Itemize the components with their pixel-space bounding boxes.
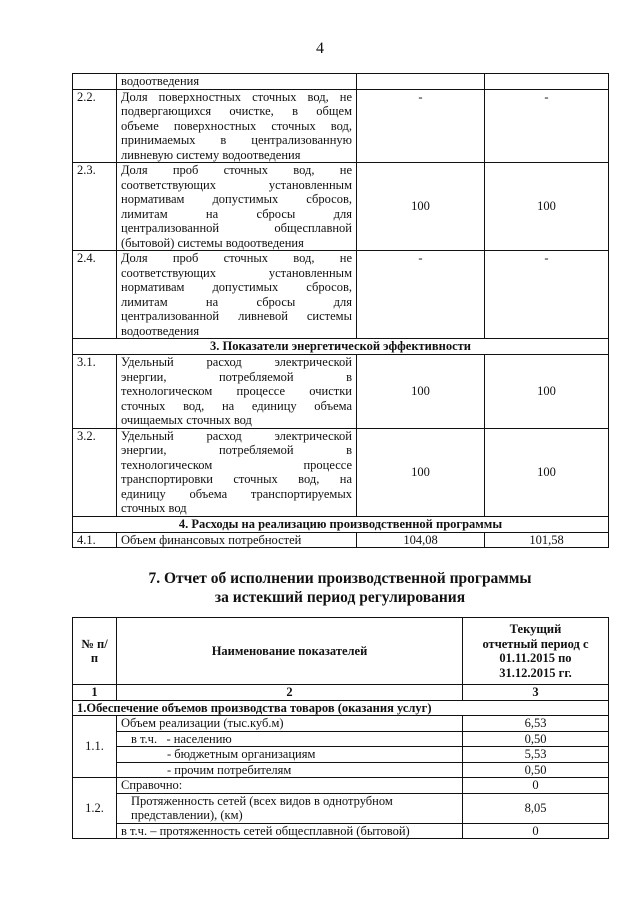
index-row: 1 2 3: [73, 685, 609, 701]
row-number: [73, 74, 117, 90]
table-row: [73, 532, 609, 548]
row-description: Доля поверхностных сточных вод, не подвергающихся очистке, в общем объеме поверхностных сточных вод, принимаемых в централизованную ливневую систему водоотведения: [117, 89, 357, 163]
table-row: [73, 731, 609, 747]
row-number: 3.1.: [73, 355, 117, 429]
table-row: [73, 716, 609, 732]
table-row: [73, 793, 609, 823]
row-label: Протяженность сетей (всех видов в однотрубном представлении), (км): [117, 793, 463, 823]
table-row: [73, 428, 609, 516]
row-label: - прочим потребителям: [117, 762, 463, 778]
section-header: 3. Показатели энергетической эффективности: [73, 339, 609, 355]
value-cell: 5,53: [463, 747, 609, 763]
page-number: 4: [316, 40, 324, 57]
value-cell: 0,50: [463, 762, 609, 778]
value-cell: -: [485, 251, 609, 339]
column-header-name: Наименование показателей: [117, 618, 463, 685]
indicators-table: [72, 73, 609, 548]
table-row: [73, 762, 609, 778]
row-number: 4.1.: [73, 532, 117, 548]
row-description: Объем финансовых потребностей: [117, 532, 357, 548]
value-cell: 6,53: [463, 716, 609, 732]
row-label: в т.ч. - населению: [117, 731, 463, 747]
row-description: Доля проб сточных вод, не соответствующих установленным нормативам допустимых сбросов, лимитам на сбросы для централизованной общесплавной (бытовой) системы водоотведения: [117, 163, 357, 251]
report-heading: 7. Отчет об исполнении производственной программы за истекший период регулирования: [148, 570, 532, 606]
row-label: - бюджетным организациям: [117, 747, 463, 763]
table-row: [73, 251, 609, 339]
report-table: [72, 617, 609, 839]
row-description: Доля проб сточных вод, не соответствующих установленным нормативам допустимых сбросов, лимитам на сбросы для централизованной ливневой системы водоотведения: [117, 251, 357, 339]
row-number: 1.2.: [73, 778, 117, 839]
row-number: 2.4.: [73, 251, 117, 339]
value-cell: 0: [463, 778, 609, 794]
row-label: Справочно:: [117, 778, 463, 794]
row-number: 2.2.: [73, 89, 117, 163]
value-cell: 8,05: [463, 793, 609, 823]
table-row: [73, 778, 609, 794]
row-number: 1.1.: [73, 716, 117, 778]
value-cell: 100: [357, 355, 485, 429]
table-row: [73, 89, 609, 163]
table-row: [73, 747, 609, 763]
value-cell: -: [485, 89, 609, 163]
row-description: Удельный расход электрической энергии, потребляемой в технологическом процессе транспортировки сточных вод, на единицу объема транспортируемых сточных вод: [117, 428, 357, 516]
value-cell: 100: [485, 355, 609, 429]
value-cell: 104,08: [357, 532, 485, 548]
row-number: 2.3.: [73, 163, 117, 251]
value-cell: 100: [485, 428, 609, 516]
table-header-row: [73, 618, 609, 685]
table-row: [73, 74, 609, 90]
row-label: Объем реализации (тыс.куб.м): [117, 716, 463, 732]
value-cell: 0,50: [463, 731, 609, 747]
column-header-num: № п/п: [73, 618, 117, 685]
section-header: 4. Расходы на реализацию производственной программы: [73, 516, 609, 532]
value-cell: 100: [485, 163, 609, 251]
row-label: в т.ч. – протяженность сетей общесплавной (бытовой): [117, 823, 463, 839]
column-header-period: Текущий отчетный период с 01.11.2015 по 31.12.2015 гг.: [463, 618, 609, 685]
row-description: Удельный расход электрической энергии, потребляемой в технологическом процессе очистки сточных вод, на единицу объема очищаемых сточных вод: [117, 355, 357, 429]
section-header: 1.Обеспечение объемов производства товаров (оказания услуг): [73, 700, 609, 716]
value-cell: -: [357, 251, 485, 339]
value-cell: -: [357, 89, 485, 163]
table-row: [73, 163, 609, 251]
value-cell: 101,58: [485, 532, 609, 548]
table-row: [73, 823, 609, 839]
row-description: водоотведения: [117, 74, 357, 90]
value-cell: 0: [463, 823, 609, 839]
row-number: 3.2.: [73, 428, 117, 516]
value-cell: 100: [357, 428, 485, 516]
value-cell: 100: [357, 163, 485, 251]
table-row: [73, 355, 609, 429]
